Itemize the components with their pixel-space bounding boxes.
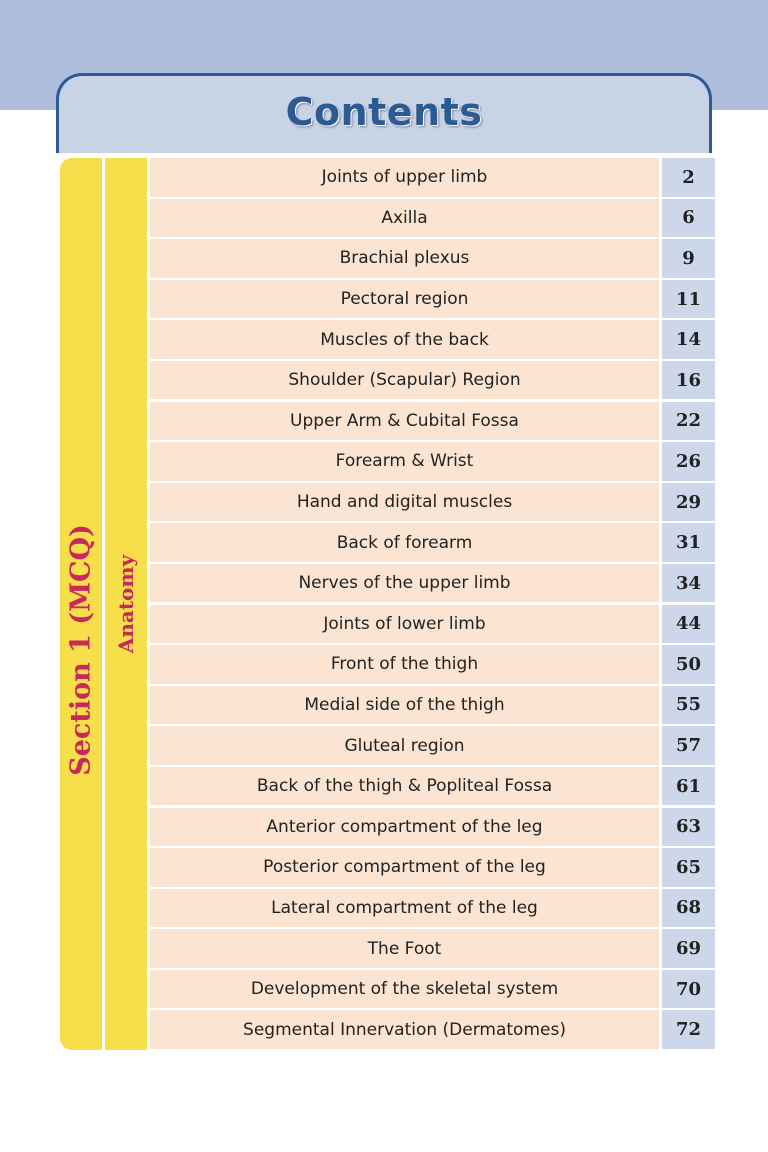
toc-row[interactable] xyxy=(150,523,715,562)
toc-row[interactable] xyxy=(150,483,715,522)
toc-entry-title: Back of the thigh & Popliteal Fossa xyxy=(150,767,659,806)
toc-entry-page: 65 xyxy=(662,848,715,887)
toc-row[interactable] xyxy=(150,686,715,725)
toc-entry-page: 61 xyxy=(662,767,715,806)
toc-entry-page: 44 xyxy=(662,605,715,644)
toc-entry-page: 63 xyxy=(662,808,715,847)
toc-entry-title: The Foot xyxy=(150,929,659,968)
toc-entry-title: Shoulder (Scapular) Region xyxy=(150,361,659,400)
toc-entry-page: 29 xyxy=(662,483,715,522)
toc-row[interactable] xyxy=(150,361,715,400)
toc-row[interactable] xyxy=(150,645,715,684)
toc-entry-page: 72 xyxy=(662,1010,715,1049)
toc-entry-title: Development of the skeletal system xyxy=(150,970,659,1009)
toc-row[interactable] xyxy=(150,442,715,481)
toc-entry-title: Nerves of the upper limb xyxy=(150,564,659,603)
contents-header xyxy=(56,73,712,153)
toc-entry-title: Back of forearm xyxy=(150,523,659,562)
toc-row[interactable] xyxy=(150,402,715,441)
toc-row[interactable] xyxy=(150,929,715,968)
toc-entry-title: Joints of upper limb xyxy=(150,158,659,197)
toc-entry-title: Pectoral region xyxy=(150,280,659,319)
toc-row[interactable] xyxy=(150,605,715,644)
toc-entry-page: 26 xyxy=(662,442,715,481)
toc-entry-title: Joints of lower limb xyxy=(150,605,659,644)
toc-entry-title: Front of the thigh xyxy=(150,645,659,684)
toc-row[interactable] xyxy=(150,1010,715,1049)
subject-label: Anatomy xyxy=(114,554,138,654)
section-label: Section 1 (MCQ) xyxy=(65,524,97,776)
toc-row[interactable] xyxy=(150,889,715,928)
toc-entry-title: Forearm & Wrist xyxy=(150,442,659,481)
toc-entry-title: Lateral compartment of the leg xyxy=(150,889,659,928)
toc-entry-page: 50 xyxy=(662,645,715,684)
toc-row[interactable] xyxy=(150,320,715,359)
section-label-bar xyxy=(60,158,102,1050)
toc-entry-page: 11 xyxy=(662,280,715,319)
toc-entry-page: 57 xyxy=(662,726,715,765)
toc-entry-title: Anterior compartment of the leg xyxy=(150,808,659,847)
toc-entry-title: Upper Arm & Cubital Fossa xyxy=(150,402,659,441)
toc-row[interactable] xyxy=(150,239,715,278)
toc-entry-title: Axilla xyxy=(150,199,659,238)
toc-row[interactable] xyxy=(150,808,715,847)
toc-entry-page: 55 xyxy=(662,686,715,725)
toc-entry-title: Muscles of the back xyxy=(150,320,659,359)
toc-entry-title: Brachial plexus xyxy=(150,239,659,278)
toc-entry-page: 6 xyxy=(662,199,715,238)
toc-entry-page: 9 xyxy=(662,239,715,278)
toc-entry-title: Medial side of the thigh xyxy=(150,686,659,725)
toc-row[interactable] xyxy=(150,158,715,197)
toc-row[interactable] xyxy=(150,199,715,238)
toc-entry-page: 22 xyxy=(662,402,715,441)
toc-entry-title: Gluteal region xyxy=(150,726,659,765)
toc-entry-title: Segmental Innervation (Dermatomes) xyxy=(150,1010,659,1049)
toc-entry-page: 69 xyxy=(662,929,715,968)
toc-row[interactable] xyxy=(150,280,715,319)
table-of-contents xyxy=(150,158,715,1051)
toc-entry-page: 2 xyxy=(662,158,715,197)
toc-entry-title: Hand and digital muscles xyxy=(150,483,659,522)
toc-entry-page: 31 xyxy=(662,523,715,562)
toc-row[interactable] xyxy=(150,726,715,765)
toc-row[interactable] xyxy=(150,767,715,806)
page-title: Contents xyxy=(285,90,483,134)
toc-row[interactable] xyxy=(150,970,715,1009)
toc-entry-page: 68 xyxy=(662,889,715,928)
toc-entry-page: 70 xyxy=(662,970,715,1009)
toc-entry-page: 34 xyxy=(662,564,715,603)
toc-entry-page: 16 xyxy=(662,361,715,400)
subject-label-bar xyxy=(105,158,147,1050)
toc-row[interactable] xyxy=(150,848,715,887)
toc-entry-page: 14 xyxy=(662,320,715,359)
toc-entry-title: Posterior compartment of the leg xyxy=(150,848,659,887)
toc-row[interactable] xyxy=(150,564,715,603)
